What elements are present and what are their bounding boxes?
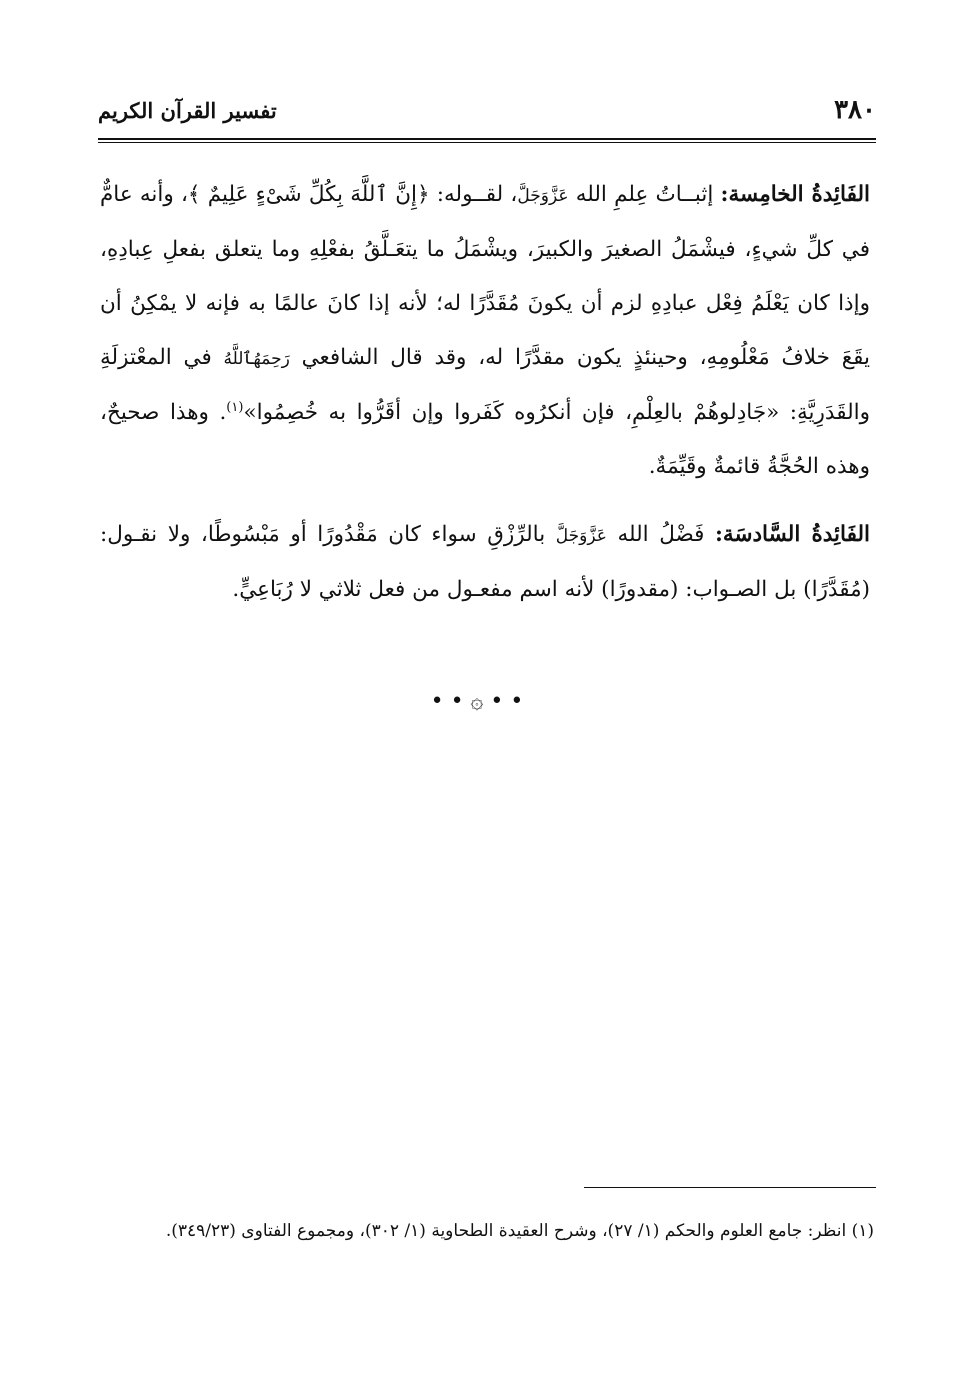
book-title: تفسير القرآن الكريم <box>98 98 277 123</box>
footnote-rule <box>584 1187 876 1188</box>
honorific-phrase: عَزَّوَجَلَّ <box>517 186 569 206</box>
paragraph-text: إثبــاتُ عِلمِ الله <box>568 182 721 207</box>
paragraph-text: بالرِّزْقِ سواء كان مَقْدُورًا أو مَبْسُوطًا، ولا نقـول: (مُقَدَّرًا) بل الصـواب: (مقدورًا) لأنه اسم مفعـول من فعل ثلاثي لا رُبَاعِيٍّ. <box>100 522 870 602</box>
paragraph-text: . وهذا صحيحٌ، وهذه الحُجَّةُ قائمةٌ وقَيِّمَةٌ. <box>100 400 870 479</box>
honorific-phrase: عَزَّوَجَلَّ <box>555 526 607 546</box>
paragraph-fifth-benefit <box>100 168 870 494</box>
quran-verse: ﴿إِنَّ ٱللَّهَ بِكُلِّ شَىْءٍ عَلِيمٌ ﴾ <box>187 182 430 207</box>
footnote-1: (١) انظر: جامع العلوم والحكم (١/ ٢٧)، وشرح العقيدة الطحاوية (١/ ٣٠٢)، ومجموع الفتاوى (٣٤٩/٢٣). <box>165 1221 874 1241</box>
header-rule <box>98 138 876 143</box>
paragraph-text: ، وأنه عامٌّ في كلِّ شيءٍ، فيشْمَلُ الصغيرَ والكبيرَ، ويشْمَلُ ما يتعَـلَّقُ بفعْلِهِ وما يتعلق بفعلِ عِبادِهِ، وإذا كان يَعْلَمُ فِعْل عبادِهِ لزم أن يكونَ مُقَدَّرًا له؛ لأنه إذا كانَ عالمًا به فإنه لا يمْكِنُ أن يقَعَ خلافُ مَعْلُومِهِ، وحينئذٍ يكون مقدَّرًا له، وقد قال الشافعي <box>100 182 871 370</box>
paragraph-sixth-benefit <box>100 508 870 617</box>
footnotes <box>108 1214 874 1248</box>
paragraph-heading: الفَائِدةُ الخامِسة: <box>720 182 870 207</box>
paragraph-heading: الفَائِدةُ السَّادسَة: <box>714 522 870 547</box>
page-number: ٣٨٠ <box>834 95 876 125</box>
paragraph-text: في المعْتزلَةِ والقَدَرِيَّةِ: «جَادِلوهُمْ بالعِلْمِ، فإن أنكرُوه كَفَروا وإن أقَرُّوا به خُصِمُوا» <box>100 345 870 425</box>
body-text <box>100 168 870 631</box>
honorific-phrase: رَحِمَهُٱللَّهُ <box>223 349 290 369</box>
paragraph-text: ، لقــوله: <box>429 182 518 207</box>
section-separator-ornament: • • ۞ • • <box>430 689 524 714</box>
paragraph-text: فَضْلُ الله <box>606 522 715 547</box>
footnote-reference: (١) <box>226 399 244 415</box>
page-header <box>98 92 876 132</box>
